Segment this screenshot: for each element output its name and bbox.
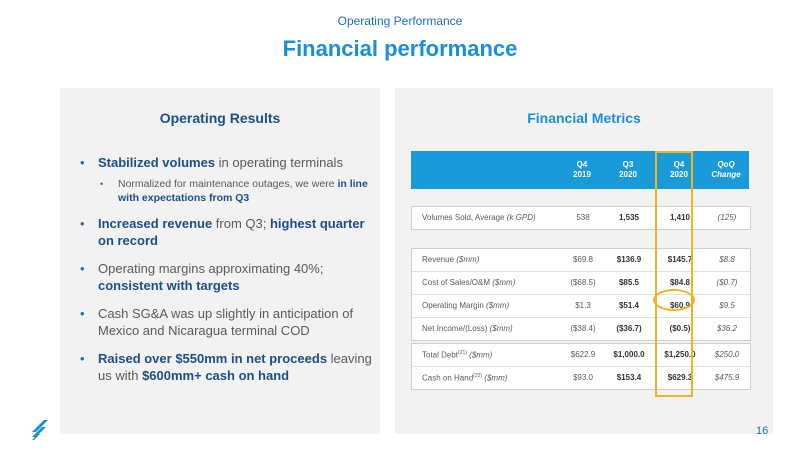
table-cell: $51.4	[618, 301, 640, 310]
table-cell: $85.5	[618, 278, 640, 287]
table-cell: ($36.7)	[616, 324, 642, 333]
q4-2020-highlight	[655, 151, 693, 397]
table-cell: $69.8	[572, 255, 594, 264]
table-cell: $622.9	[570, 350, 596, 359]
col-header-q4-2019: Q4 2019	[573, 160, 591, 179]
financial-metrics-title: Financial Metrics	[527, 110, 641, 126]
bullet-text: in operating terminals	[215, 155, 343, 170]
row-unit: ($mm)	[489, 324, 513, 333]
col-header-q3-2020: Q3 2020	[619, 160, 637, 179]
row-label-text: Volumes Sold, Average	[422, 213, 507, 222]
table-cell: 538	[576, 213, 590, 222]
row-unit: ($mm)	[482, 373, 508, 383]
row-label-text: Net Income/(Loss)	[422, 324, 490, 333]
bullet-text: from Q3;	[212, 216, 270, 231]
bullet-item	[80, 350, 376, 384]
row-unit: ($mm)	[486, 301, 510, 310]
row-unit: ($mm)	[466, 350, 493, 360]
col-header-qoq: QoQ Change	[711, 160, 741, 179]
bullet-text: Operating margins approximating 40%;	[98, 261, 324, 276]
operating-results-title: Operating Results	[159, 110, 281, 126]
bullet-text: Cash SG&A was up slightly in anticipation of Mexico and Nicaragua terminal COD	[98, 306, 354, 338]
table-cell: $136.9	[616, 255, 642, 264]
row-unit: ($mm)	[456, 255, 480, 264]
operating-results-panel	[60, 88, 380, 434]
bullet-list	[80, 154, 376, 395]
table-cell: $84.8	[669, 278, 691, 287]
row-label	[422, 278, 515, 287]
table-cell: ($68.5)	[570, 278, 596, 287]
table-row	[412, 207, 750, 229]
row-label	[422, 213, 536, 222]
kicker: Operating Performance	[337, 14, 463, 28]
bullet-item	[80, 215, 376, 249]
table-cell: $8.8	[719, 255, 735, 264]
bullet-text: Stabilized volumes	[98, 155, 216, 170]
bullet-text: Increased revenue	[98, 216, 213, 231]
table-block	[411, 343, 751, 390]
row-unit: ($mm)	[492, 278, 516, 287]
table-cell: (125)	[717, 213, 737, 222]
page-title: Financial performance	[282, 36, 518, 61]
table-cell: $475.9	[714, 373, 740, 382]
operating-margin-highlight	[653, 289, 695, 311]
table-cell: $250.0	[714, 350, 740, 359]
col-header-q4-2020: Q4 2020	[670, 160, 688, 179]
table-block	[411, 206, 751, 230]
bullet-marker: •	[80, 216, 85, 231]
table-cell: $1,000.0	[613, 350, 645, 359]
bullet-text: leaving us with	[98, 351, 372, 383]
table-header	[411, 151, 749, 189]
table-row	[412, 272, 750, 295]
table-cell: $1.3	[575, 301, 591, 310]
table-cell: $145.7	[667, 255, 693, 264]
row-label	[422, 324, 513, 333]
bullet-text: highest quarter on record	[98, 216, 365, 248]
row-unit: (k GPD)	[506, 213, 536, 222]
table-cell: $629.3	[667, 373, 693, 382]
table-row	[412, 367, 750, 389]
bullet-text: consistent with targets	[98, 278, 240, 293]
table-row	[412, 318, 750, 340]
table-cell: $93.0	[572, 373, 594, 382]
footnote-ref: (22)	[473, 373, 483, 379]
bullet-marker: •	[80, 351, 85, 366]
row-label-text: Total Debt	[422, 350, 459, 360]
sub-bullet-item	[80, 178, 376, 205]
table-cell: ($0.5)	[669, 324, 691, 333]
row-label-text: Revenue	[422, 255, 457, 264]
row-label	[422, 373, 507, 383]
table-row	[412, 249, 750, 272]
bullet-text: $600mm+ cash on hand	[142, 368, 290, 383]
company-logo	[30, 416, 50, 440]
row-label-text: Cost of Sales/O&M	[422, 278, 493, 287]
table-cell: $153.4	[616, 373, 642, 382]
bullet-text: Raised over $550mm in net proceeds	[98, 351, 328, 366]
table-cell: 1,410	[669, 213, 691, 222]
table-cell: ($38.4)	[570, 324, 596, 333]
row-label-text: Operating Margin	[422, 301, 487, 310]
table-block	[411, 248, 751, 341]
row-label	[422, 301, 509, 310]
footnote-ref: (21)	[458, 350, 467, 356]
row-label-text: Cash on Hand	[422, 373, 474, 383]
bullet-text: in line with expectations from Q3	[118, 178, 368, 204]
row-label	[422, 350, 492, 360]
bullet-item	[80, 260, 376, 294]
table-row	[412, 344, 750, 367]
table-cell: $1,250.0	[664, 350, 696, 359]
row-label	[422, 255, 479, 264]
table-cell: ($0.7)	[716, 278, 738, 287]
table-cell: $36.2	[716, 324, 738, 333]
table-cell: $9.5	[719, 301, 735, 310]
bullet-text: Normalized for maintenance outages, we were	[118, 178, 338, 190]
table-cell: $60.9	[669, 301, 691, 310]
page-number: 16	[756, 425, 769, 437]
bullet-marker: •	[80, 155, 85, 170]
bullet-item	[80, 154, 376, 171]
bullet-marker: •	[80, 261, 85, 276]
bullet-marker: •	[80, 306, 85, 321]
table-row	[412, 295, 750, 318]
bullet-marker: •	[100, 179, 104, 189]
bullet-item	[80, 305, 376, 339]
table-cell: 1,535	[618, 213, 640, 222]
